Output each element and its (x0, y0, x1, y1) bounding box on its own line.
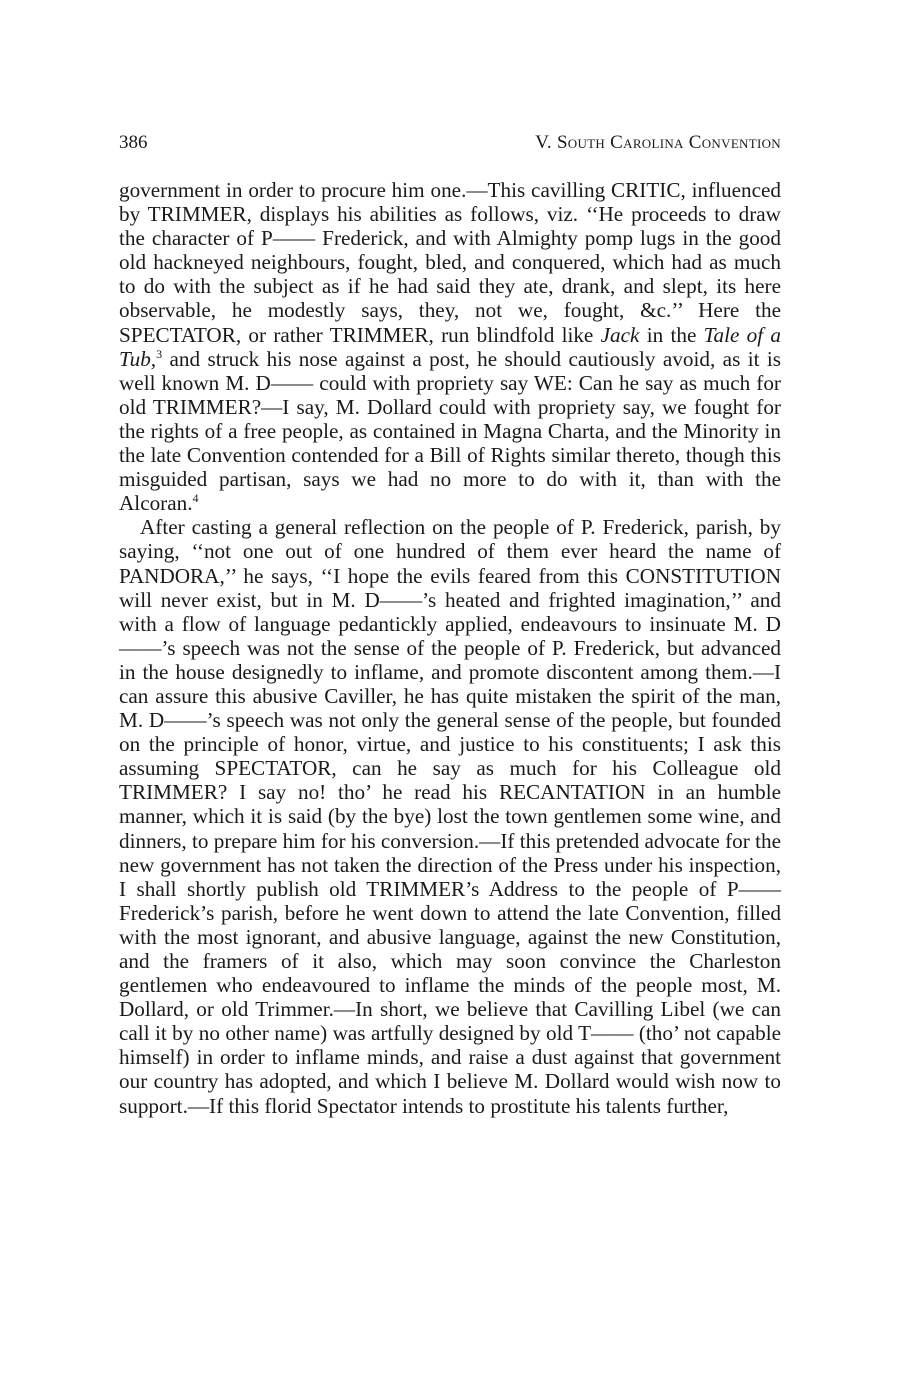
running-head (119, 128, 781, 158)
footnote-marker-4: 4 (192, 491, 199, 506)
italic-jack: Jack (600, 322, 640, 347)
paragraph-1-part-2: in the (639, 322, 704, 347)
paragraph-1 (119, 178, 781, 515)
paragraph-2: After casting a general reflection on the people of P. Frederick, parish, by saying, ‘‘not one out of one hundred of them ever heard the name of PANDORA,’’ he says, ‘‘I hope the evils feared from this CONSTITUTION will never exist, but in M. D——’s heated and frighted imagination,’’ and with a flow of language pedantickly applied, endeavours to insinuate M. D——’s speech was not the sense of the people of P. Frederick, but advanced in the house designedly to inflame, and promote discontent among them.—I can assure this abusive Caviller, he has quite mistaken the spirit of the man, M. D——’s speech was not only the general sense of the people, but founded on the principle of honor, virtue, and justice to his constituents; I ask this assuming SPECTATOR, can he say as much for his Colleague old TRIMMER? I say no! tho’ he read his RECANTATION in an humble manner, which it is said (by the bye) lost the town gentlemen some wine, and dinners, to prepare him for his conversion.—If this pretended advocate for the new government has not taken the direction of the Press under his inspection, I shall shortly publish old TRIMMER’s Address to the people of P—— Frederick’s parish, before he went down to attend the late Convention, filled with the most ignorant, and abusive language, against the new Constitution, and the framers of it also, which may soon convince the Charleston gentlemen who endeavoured to inflame the minds of the people most, M. Dollard, or old Trimmer.—In short, we believe that Cavilling Libel (we can call it by no other name) was artfully designed by old T—— (tho’ not capable himself) in order to inflame minds, and raise a dust against that government our country has adopted, and which I believe M. Dollard would wish now to support.—If this florid Spectator intends to prostitute his talents further, (119, 515, 781, 1118)
paragraph-1-part-3: and struck his nose against a post, he should cautiously avoid, as it is well known M. D—— could with propriety say WE: Can he say as much for old TRIMMER?—I say, M. Dollard could with propriety say, we fought for the rights of a free people, as contained in Magna Charta, and the Minority in the late Convention contended for a Bill of Rights similar thereto, though this misguided partisan, says we had no more to do with it, than with the Alcoran. (119, 346, 781, 516)
body-text (119, 178, 781, 1118)
running-title: V. South Carolina Convention (535, 132, 781, 153)
italic-tale-of-a-tub: Tale of a Tub, (119, 322, 781, 371)
document-page (119, 128, 781, 1118)
page-number: 386 (119, 132, 148, 153)
paragraph-1-part-1: government in order to procure him one.—This cavilling CRITIC, influenced by TRIMMER, displays his abilities as follows, viz. ‘‘He proceeds to draw the character of P—— Frederick, and with Almighty pomp lugs in the good old hackneyed neighbours, fought, bled, and conquered, which had as much to do with the subject as if he had said they ate, drank, and slept, its here observable, he modestly says, they, not we, fought, &c.’’ Here the SPECTATOR, or rather TRIMMER, run blindfold like (119, 178, 781, 347)
footnote-marker-3: 3 (156, 346, 163, 361)
